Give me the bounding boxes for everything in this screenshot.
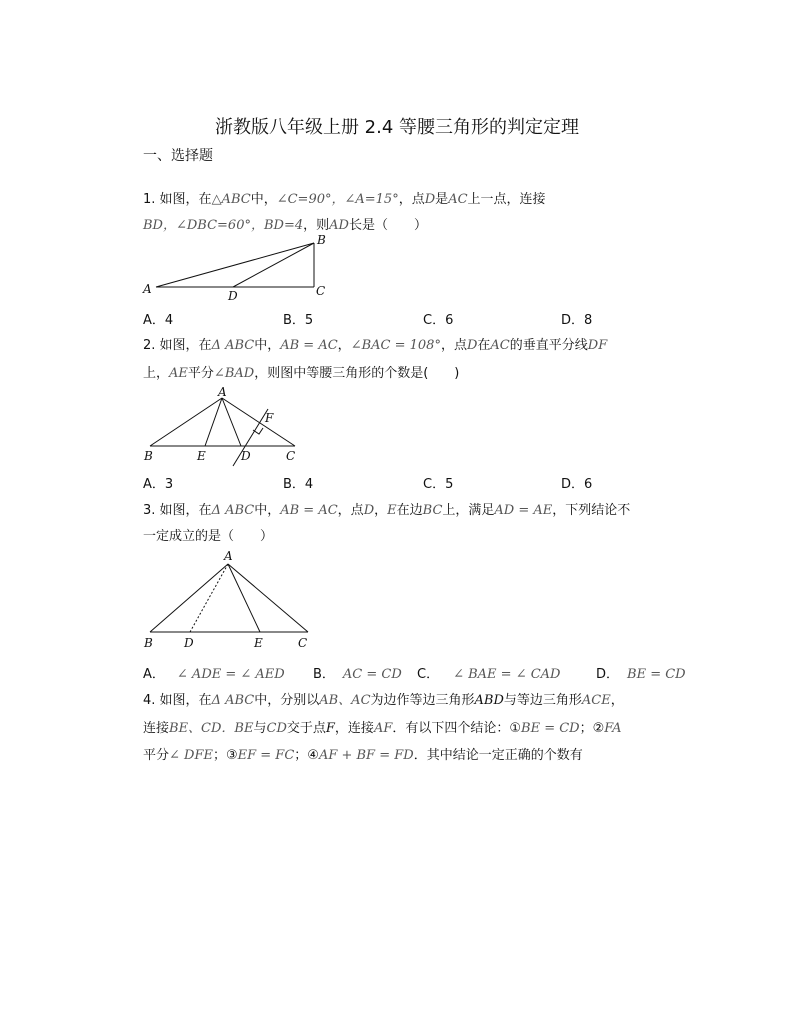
- q4-math: EF = FC: [237, 748, 295, 763]
- q4-text: ，: [610, 693, 624, 708]
- q2-line-2: [143, 365, 459, 383]
- q3-label-e: E: [254, 636, 263, 650]
- q3-text: 上，满足: [442, 503, 495, 518]
- q3-label-c: C: [298, 636, 308, 650]
- q3-label-b: B: [144, 636, 153, 650]
- q3-option-math: BE = CD: [627, 667, 686, 682]
- q4-text: 与等边三角形: [503, 693, 582, 708]
- q2-line-1: [143, 337, 607, 355]
- q2-label-d: D: [241, 449, 251, 463]
- q1-option-d[interactable]: D．8: [561, 313, 593, 328]
- q4-text: ；④: [294, 748, 319, 763]
- q4-math: AF: [373, 721, 393, 736]
- q2-number: 2.: [143, 338, 160, 353]
- q1-math: ∠C=90°，∠A=15°: [276, 192, 399, 207]
- q1-option-b[interactable]: B．5: [283, 313, 314, 328]
- q3-math: AB = AC: [280, 503, 338, 518]
- q3-segment-ad: [190, 564, 228, 632]
- q3-segment-ab: [150, 564, 228, 632]
- q2-math: ∠BAD: [213, 366, 255, 381]
- q4-line-3: [143, 747, 583, 765]
- q2-label-f: F: [265, 411, 274, 425]
- q2-segment-ab: [150, 398, 222, 446]
- q2-segment-ae: [205, 398, 222, 446]
- q3-math: D: [363, 503, 375, 518]
- q3-label-d: D: [184, 636, 194, 650]
- q1-line-1: [143, 191, 546, 209]
- q1-label-a: A: [143, 282, 152, 296]
- q2-segment-ad: [222, 398, 241, 446]
- q3-figure: [138, 546, 323, 654]
- q2-math: AC: [490, 338, 510, 353]
- q3-math: AD = AE: [494, 503, 553, 518]
- q1-number: 1.: [143, 192, 160, 207]
- q2-text: 在: [477, 338, 491, 353]
- q3-option-c[interactable]: [417, 663, 560, 682]
- q2-option-a[interactable]: A．3: [143, 477, 174, 492]
- q1-text: ，则: [303, 218, 330, 233]
- q4-math: AB、AC: [319, 693, 371, 708]
- q3-number: 3.: [143, 503, 160, 518]
- q4-text: 连接: [143, 721, 170, 736]
- q4-math: ABD: [474, 693, 504, 708]
- q3-segment-ac: [228, 564, 308, 632]
- q3-option-label: B．: [313, 667, 335, 682]
- q1-math: AC: [448, 192, 468, 207]
- q3-line-2: 一定成立的是（ ）: [143, 529, 274, 544]
- q2-label-b: B: [144, 449, 153, 463]
- q2-text: 平分: [187, 366, 214, 381]
- q3-text: 如图，在: [159, 503, 212, 518]
- q2-math: D: [466, 338, 478, 353]
- q1-segment-bd: [233, 243, 314, 287]
- q2-math: AB = AC: [280, 338, 338, 353]
- q3-option-d[interactable]: [596, 663, 686, 682]
- q4-text: 中，分别以: [254, 693, 320, 708]
- q4-line-2: [143, 720, 622, 738]
- q2-label-c: C: [286, 449, 296, 463]
- q4-math: ACE: [581, 693, 611, 708]
- q3-line-1: [143, 502, 630, 520]
- q1-text: 是: [435, 192, 449, 207]
- q2-label-e: E: [197, 449, 206, 463]
- q4-math: CD: [266, 721, 287, 736]
- q4-text: 如图，在: [159, 693, 212, 708]
- q4-math: F: [325, 721, 335, 736]
- q2-text: ，点: [440, 338, 467, 353]
- q2-figure: [138, 382, 308, 467]
- q3-text: ，点: [337, 503, 364, 518]
- q2-math: Δ ABC: [211, 338, 255, 353]
- q1-label-c: C: [316, 284, 326, 298]
- q3-segment-ae: [228, 564, 260, 632]
- q1-label-d: D: [228, 289, 238, 303]
- q1-text: ，点: [398, 192, 425, 207]
- q3-option-label: D．: [596, 667, 620, 682]
- q4-math: BE = CD: [521, 721, 580, 736]
- q1-text: 上一点，连接: [467, 192, 546, 207]
- q3-math: E: [387, 503, 397, 518]
- q2-label-a: A: [218, 385, 227, 399]
- q3-option-math: AC = CD: [342, 667, 402, 682]
- q1-option-c[interactable]: C．6: [423, 313, 454, 328]
- q4-text: ；③: [212, 748, 238, 763]
- q1-math: BD，∠DBC=60°，BD=4: [143, 218, 304, 233]
- q1-math: AD: [329, 218, 349, 233]
- q3-option-math: ∠ BAE = ∠ CAD: [453, 667, 561, 682]
- q4-math: FA: [604, 721, 622, 736]
- q1-math: D: [424, 192, 436, 207]
- q4-text: ；②: [579, 721, 605, 736]
- q4-text: ，连接: [334, 721, 374, 736]
- q1-text: 中，: [250, 192, 277, 207]
- q2-math: DF: [587, 338, 608, 353]
- q2-segment-ac: [222, 398, 295, 446]
- q2-text: 的垂直平分线: [509, 338, 588, 353]
- q3-math: Δ ABC: [211, 503, 255, 518]
- q4-math: ∠ DFE: [169, 748, 213, 763]
- q2-math: AE: [169, 366, 188, 381]
- q3-label-a: A: [224, 549, 233, 563]
- q4-math: AF + BF = FD: [318, 748, 414, 763]
- q3-text: 在边: [396, 503, 423, 518]
- q4-line-1: [143, 692, 624, 710]
- q2-math: ∠BAC = 108°: [350, 338, 441, 353]
- page-title: 浙教版八年级上册 2.4 等腰三角形的判定定理: [214, 117, 580, 138]
- q2-text: ，: [337, 338, 351, 353]
- q3-text: ，: [374, 503, 388, 518]
- q3-text: 中，: [254, 503, 281, 518]
- q1-math: △ABC: [211, 192, 251, 207]
- q1-text: 如图，在: [159, 192, 212, 207]
- q2-text: 上，: [143, 366, 170, 381]
- q3-option-math: ∠ ADE = ∠ AED: [176, 667, 285, 682]
- q1-figure: [138, 230, 338, 305]
- q1-label-b: B: [317, 233, 326, 247]
- q4-text: ．其中结论一定正确的个数有: [413, 748, 583, 763]
- q1-option-a[interactable]: A．4: [143, 313, 174, 328]
- q3-text: ，下列结论不: [552, 503, 631, 518]
- q2-text: 中，: [254, 338, 281, 353]
- q4-text: 平分: [143, 748, 170, 763]
- q4-math: BE、CD．BE: [169, 721, 254, 736]
- q4-number: 4.: [143, 693, 160, 708]
- q3-option-label: C．: [417, 667, 440, 682]
- q2-option-b[interactable]: B．4: [283, 477, 314, 492]
- q4-text: 交于点: [286, 721, 326, 736]
- q3-option-a[interactable]: [143, 663, 285, 682]
- q3-option-b[interactable]: [313, 663, 402, 682]
- q1-text: 长是（ ）: [348, 218, 427, 233]
- q4-text: ．有以下四个结论：①: [392, 721, 522, 736]
- section-heading: 一、选择题: [143, 148, 213, 164]
- q4-text: 与: [253, 721, 267, 736]
- q2-option-d[interactable]: D．6: [561, 477, 593, 492]
- q4-text: 为边作等边三角形: [370, 693, 475, 708]
- q1-segment-ab: [156, 243, 314, 287]
- q2-text: 如图，在: [159, 338, 212, 353]
- q3-option-label: A．: [143, 667, 165, 682]
- q2-right-angle-mark: [253, 428, 263, 434]
- q4-math: Δ ABC: [211, 693, 255, 708]
- q3-math: BC: [422, 503, 443, 518]
- q2-text: ，则图中等腰三角形的个数是( ): [254, 366, 460, 381]
- q2-option-c[interactable]: C．5: [423, 477, 454, 492]
